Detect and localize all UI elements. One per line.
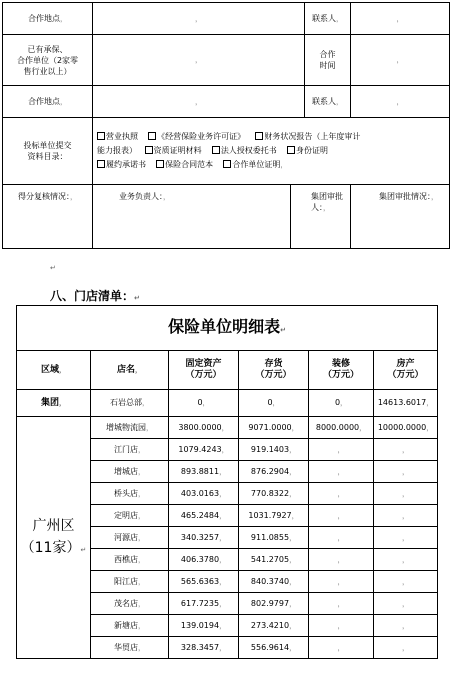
coop-time-value[interactable]: ， xyxy=(351,35,450,86)
fixed-assets-cell: 139.0194， xyxy=(169,615,239,637)
decoration-cell: ， xyxy=(309,461,374,483)
store-cell: 增城物流园， xyxy=(91,417,169,439)
insurance-detail-table xyxy=(16,305,438,659)
inventory-cell: 770.8322， xyxy=(239,483,309,505)
coop-location-label-2: 合作地点， xyxy=(3,86,93,118)
inventory-cell: 541.2705， xyxy=(239,549,309,571)
header-inventory: 存货 （万元） xyxy=(239,351,309,390)
inventory-cell: 1031.7927， xyxy=(239,505,309,527)
inventory-cell: 556.9614， xyxy=(239,637,309,659)
coop-location-value[interactable]: ， xyxy=(93,3,305,35)
submission-docs-label: 投标单位提交 资料目录： xyxy=(3,118,93,185)
region-guangzhou-cell: 广州区 （11家）↵ xyxy=(17,417,91,659)
header-store: 店名， xyxy=(91,351,169,390)
coop-location-label: 合作地点， xyxy=(3,3,93,35)
group-stock-cell: 0， xyxy=(239,390,309,417)
group-region-cell: 集团， xyxy=(17,390,91,417)
doc-checkbox[interactable]: 保险合同范本 xyxy=(156,160,213,169)
fixed-assets-cell: 465.2484， xyxy=(169,505,239,527)
header-region: 区域， xyxy=(17,351,91,390)
group-fixed-cell: 0， xyxy=(169,390,239,417)
fixed-assets-cell: 565.6363， xyxy=(169,571,239,593)
store-cell: 江门店， xyxy=(91,439,169,461)
store-cell: 新塘店， xyxy=(91,615,169,637)
contact-value[interactable]: ， xyxy=(351,3,450,35)
doc-checkbox[interactable]: 履约承诺书 xyxy=(97,160,146,169)
store-cell: 定明店， xyxy=(91,505,169,527)
existing-partners-value[interactable]: ， xyxy=(93,35,305,86)
decoration-cell: ， xyxy=(309,439,374,461)
doc-checkbox[interactable]: 身份证明 xyxy=(287,146,328,155)
store-cell: 茂名店， xyxy=(91,593,169,615)
inventory-cell: 9071.0000， xyxy=(239,417,309,439)
group-house-cell: 14613.6017， xyxy=(374,390,438,417)
review-label: 得分复核情况：， xyxy=(3,185,93,249)
inventory-cell: 911.0855， xyxy=(239,527,309,549)
store-cell: 华贸店， xyxy=(91,637,169,659)
store-cell: 桥头店， xyxy=(91,483,169,505)
submission-docs-list: 营业执照 《经营保险业务许可证》 财务状况报告（上年度审计 能力报表） 资质证明材料 法人授权委托书 身份证明 履约承诺书 保险合同范本 合作单位证明， xyxy=(93,118,450,185)
property-cell: ， xyxy=(374,593,438,615)
fixed-assets-cell: 3800.0000， xyxy=(169,417,239,439)
group-store-cell: 石岩总部， xyxy=(91,390,169,417)
coop-location-value-2[interactable]: ， xyxy=(93,86,305,118)
group-approver-field[interactable]: 集团审批人：， xyxy=(291,185,351,249)
contact-value-2[interactable]: ， xyxy=(351,86,450,118)
inventory-cell: 802.9797， xyxy=(239,593,309,615)
group-approval-field[interactable]: 集团审批情况：， xyxy=(351,185,450,249)
inventory-cell: 273.4210， xyxy=(239,615,309,637)
doc-checkbox[interactable]: 合作单位证明 xyxy=(223,160,280,169)
business-owner-field[interactable]: 业务负责人：， xyxy=(93,185,291,249)
header-property: 房产 （万元） xyxy=(374,351,438,390)
group-deco-cell: 0， xyxy=(309,390,374,417)
property-cell: ， xyxy=(374,527,438,549)
fixed-assets-cell: 406.3780， xyxy=(169,549,239,571)
section-title: 八、门店清单：↵ xyxy=(50,289,140,303)
detail-table-title: 保险单位明细表↵ xyxy=(17,306,438,351)
decoration-cell: ， xyxy=(309,637,374,659)
property-cell: ， xyxy=(374,637,438,659)
fixed-assets-cell: 1079.4243， xyxy=(169,439,239,461)
decoration-cell: ， xyxy=(309,483,374,505)
contact-label-2: 联系人， xyxy=(305,86,351,118)
doc-checkbox[interactable]: 《经营保险业务许可证》 xyxy=(148,132,245,141)
fixed-assets-cell: 617.7235， xyxy=(169,593,239,615)
header-fixed-assets: 固定资产 （万元） xyxy=(169,351,239,390)
doc-checkbox[interactable]: 财务状况报告（上年度审计 xyxy=(255,132,360,141)
property-cell: ， xyxy=(374,483,438,505)
doc-checkbox[interactable]: 法人授权委托书 xyxy=(212,146,277,155)
decoration-cell: ， xyxy=(309,571,374,593)
decoration-cell: 8000.0000， xyxy=(309,417,374,439)
header-decoration: 装修 （万元） xyxy=(309,351,374,390)
property-cell: ， xyxy=(374,571,438,593)
contact-label: 联系人， xyxy=(305,3,351,35)
paragraph-mark: ↵ xyxy=(50,264,56,272)
decoration-cell: ， xyxy=(309,593,374,615)
decoration-cell: ， xyxy=(309,505,374,527)
table-row xyxy=(17,417,438,439)
store-cell: 西樵店， xyxy=(91,549,169,571)
coop-time-label: 合作 时间 xyxy=(305,35,351,86)
fixed-assets-cell: 403.0163， xyxy=(169,483,239,505)
property-cell: ， xyxy=(374,439,438,461)
property-cell: ， xyxy=(374,461,438,483)
doc-checkbox[interactable]: 营业执照 xyxy=(97,132,138,141)
decoration-cell: ， xyxy=(309,527,374,549)
doc-checkbox[interactable]: 资质证明材料 xyxy=(145,146,202,155)
property-cell: ， xyxy=(374,615,438,637)
inventory-cell: 919.1403， xyxy=(239,439,309,461)
store-cell: 增城店， xyxy=(91,461,169,483)
store-cell: 阳江店， xyxy=(91,571,169,593)
existing-partners-label: 已有承保、 合作单位（2家零 售行业以上） xyxy=(3,35,93,86)
property-cell: ， xyxy=(374,549,438,571)
decoration-cell: ， xyxy=(309,549,374,571)
fixed-assets-cell: 893.8811， xyxy=(169,461,239,483)
inventory-cell: 876.2904， xyxy=(239,461,309,483)
application-form-table xyxy=(2,2,450,249)
inventory-cell: 840.3740， xyxy=(239,571,309,593)
property-cell: 10000.0000， xyxy=(374,417,438,439)
fixed-assets-cell: 328.3457， xyxy=(169,637,239,659)
property-cell: ， xyxy=(374,505,438,527)
store-cell: 河源店， xyxy=(91,527,169,549)
fixed-assets-cell: 340.3257， xyxy=(169,527,239,549)
decoration-cell: ， xyxy=(309,615,374,637)
